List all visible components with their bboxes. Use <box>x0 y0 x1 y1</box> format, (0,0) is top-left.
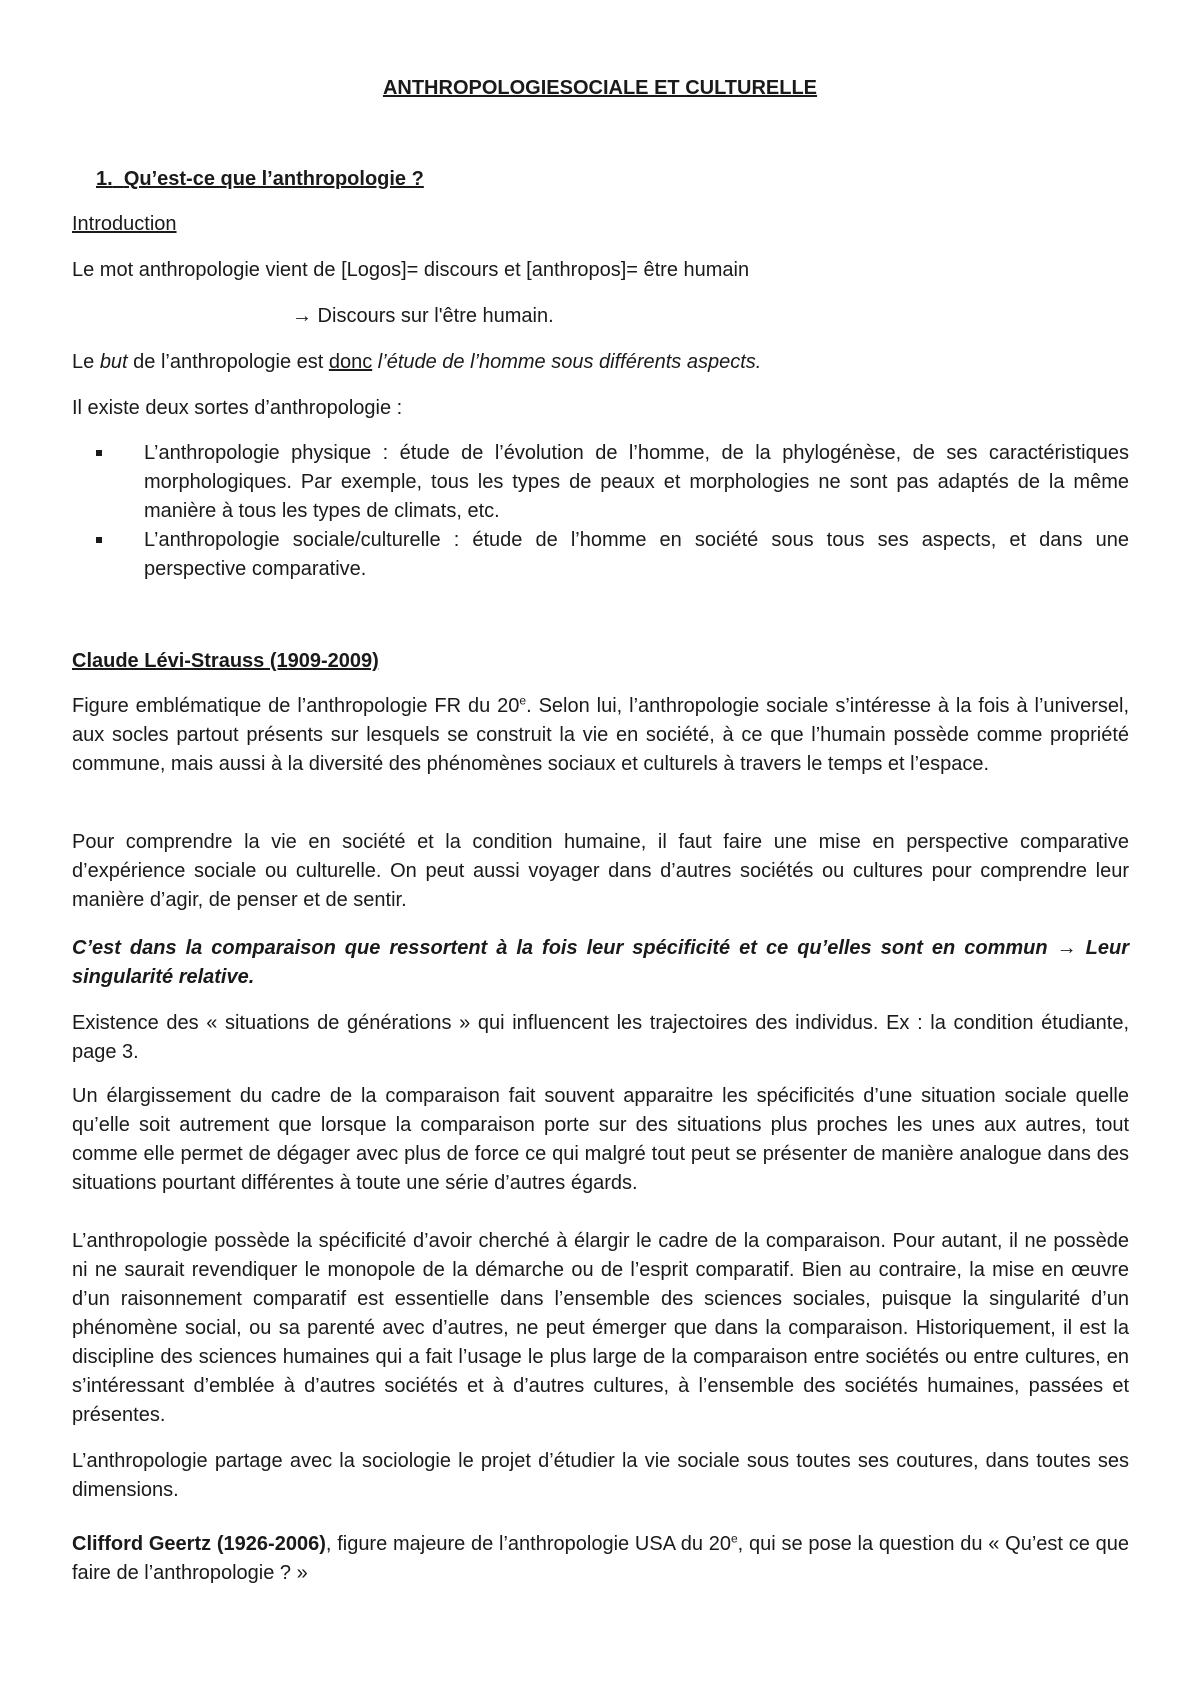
anthropology-specificity-paragraph: L’anthropologie possède la spécificité d’avoir cherché à élargir le cadre de la comparaison. Pour autant, il ne possède ni ne saurait revendiquer le monopole de la démarche ou de l’esprit comparatif. Bien au contraire, la mise en œuvre d’un raisonnement comparatif est essentielle dans l’ensemble des sciences sociales, puisque la singularité d’un phénomène social, ou sa parenté avec d’autres, ne peut émerger que dans la comparaison. Historiquement, il est la discipline des sciences humaines qui a fait l’usage le plus large de la comparaison entre sociétés ou entre cultures, en s’intéressant d’emblée à d’autres sociétés et à d’autres cultures, à l’ensemble des sociétés humaines, passées et présentes. <box>72 1230 1129 1426</box>
bullet-icon <box>96 450 102 456</box>
section-heading <box>96 165 1153 194</box>
purpose-line: Le but de l’anthropologie est donc l’étude de l’homme sous différents aspects. <box>72 351 762 373</box>
levi-strauss-heading: Claude Lévi-Strauss (1909-2009) <box>72 650 379 672</box>
types-intro: Il existe deux sortes d’anthropologie : <box>72 397 403 419</box>
generations-paragraph: Existence des « situations de générations » qui influencent les trajectoires des individus. Ex : la condition étudiante, page 3. <box>72 1012 1129 1063</box>
introduction-label: Introduction <box>72 213 177 235</box>
etymology-line: Le mot anthropologie vient de [Logos]= discours et [anthropos]= être humain <box>72 259 750 281</box>
levi-strauss-paragraph-1: Figure emblématique de l’anthropologie FR du 20e. Selon lui, l’anthropologie sociale s’intéresse à la fois à l’universel, aux socles partout présents sur lesquels se construit la vie en société, à ce que l’humain possède comme propriété commune, mais aussi à la diversité des phénomènes sociaux et culturels à travers le temps et l’espace. <box>72 693 1129 775</box>
sociology-paragraph: L’anthropologie partage avec la sociologie le projet d’étudier la vie sociale sous toutes ses coutures, dans toutes ses dimensions. <box>72 1450 1129 1501</box>
list-item: L’anthropologie physique : étude de l’évolution de l’homme, de la phylogénèse, de ses caractéristiques morphologiques. Par exemple, tous les types de peaux et morphologies ne sont pas adaptés de la même manière à tous les types de climats, etc. <box>72 439 1129 526</box>
bullet-icon <box>96 537 102 543</box>
document-title: ANTHROPOLOGIESOCIALE ET CULTURELLE <box>382 77 818 99</box>
etymology-result: → Discours sur l'être humain. <box>292 305 554 327</box>
key-statement: C’est dans la comparaison que ressortent à la fois leur spécificité et ce qu’elles sont en commun → Leur singularité relative. <box>72 937 1129 988</box>
section-heading-text: Qu’est-ce que l’anthropologie ? <box>123 168 424 190</box>
levi-strauss-paragraph-2: Pour comprendre la vie en société et la condition humaine, il faut faire une mise en perspective comparative d’expérience sociale ou culturelle. On peut aussi voyager dans d’autres sociétés ou cultures pour comprendre leur manière d’agir, de penser et de sentir. <box>72 831 1129 911</box>
list-item: L’anthropologie sociale/culturelle : étude de l’homme en société sous tous ses aspects, et dans une perspective comparative. <box>72 526 1129 584</box>
section-number: 1. <box>96 168 113 190</box>
comparison-paragraph: Un élargissement du cadre de la comparaison fait souvent apparaitre les spécificités d’une situation sociale quelle qu’elle soit autrement que lorsque la comparaison porte sur des situations plus proches les unes aux autres, tout comme elle permet de dégager avec plus de force ce qui malgré tout peut se présenter de manière analogue dans des situations pourtant différentes à toute une série d’autres égards. <box>72 1085 1129 1194</box>
geertz-name: Clifford Geertz (1926-2006) <box>72 1533 326 1555</box>
anthropology-types-list <box>72 439 1129 584</box>
geertz-paragraph: Clifford Geertz (1926-2006), figure majeure de l’anthropologie USA du 20e, qui se pose la question du « Qu’est ce que faire de l’anthropologie ? » <box>72 1531 1130 1584</box>
